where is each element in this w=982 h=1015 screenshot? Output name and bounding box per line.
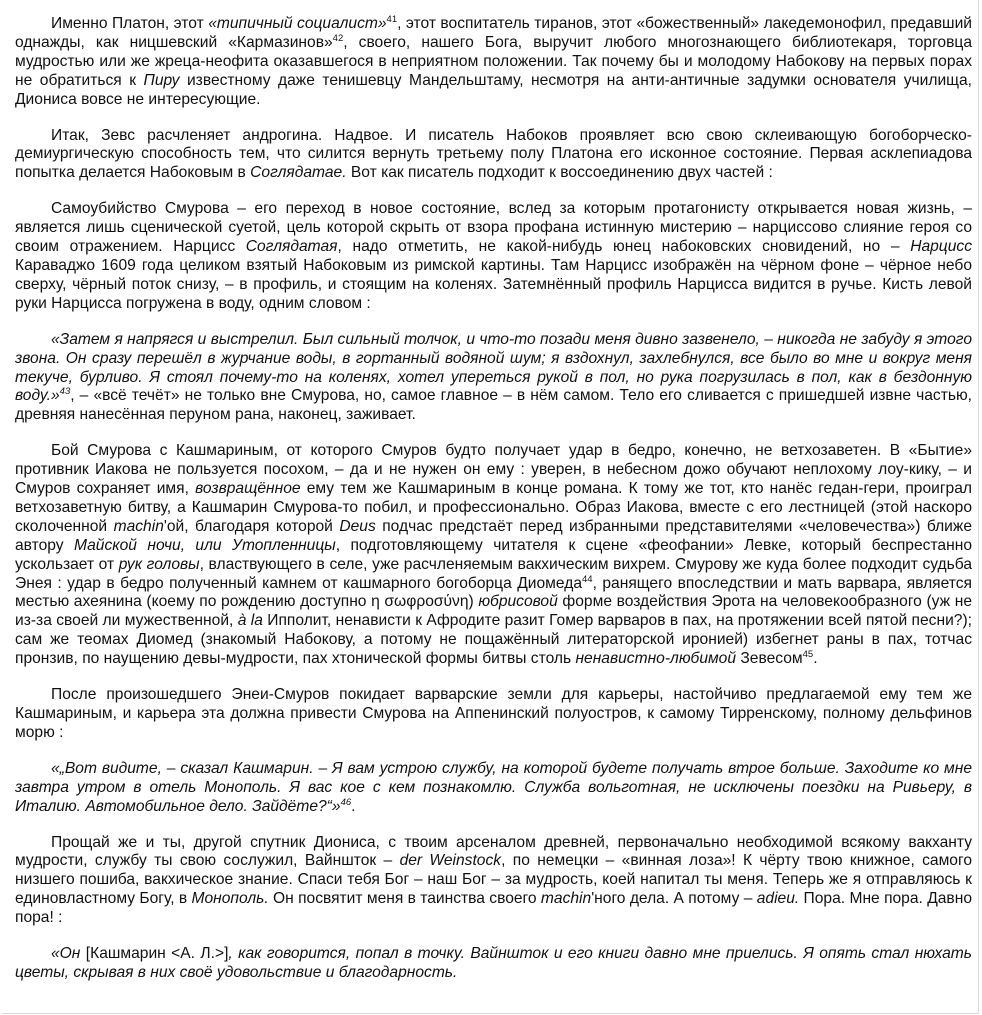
italic-text: Соглядатае. <box>250 164 347 182</box>
text-run: , властвующего в селе, уже расчленяемым вакхическим вихрем. Смурову же куда более подходит судьба Энея : удар в бедро полученный камнем от кашмарного богоборца Диомеда <box>15 555 972 592</box>
text-run: «Он <box>51 945 86 963</box>
text-run: «Затем я напрягся и выстрелил. Был сильный толчок, и что-то позади меня дивно зазвенело, – никогда не забуду я этого звона. Он сразу перешёл в журчание воды, в гортанный водяной шум; я вздохнул, захлебнулся, все было во мне и вокруг меня текуче, бурливо. Я стоял почему-то на коленях, хотел упереться рукой в пол, но рука погрузилась в пол, как в бездонную воду.» <box>15 330 972 405</box>
italic-text: ненавистно-любимой <box>575 650 737 668</box>
text-run: Прощай же и ты, другой спутник Диониса, с твоим арсеналом древней, первоначально необходимой всякому вакханту мудрости, службу ты свою сослужил, Вайншток – <box>15 833 972 870</box>
footnote-reference[interactable]: 46 <box>340 796 352 808</box>
text-run: , как говорится, попал в точку. Вайншток и его книги давно мне приелись. Я опять стал нюхать цветы, скрывая в них своё удовольствие и благодарность. <box>15 945 972 981</box>
text-run: подчас предстаёт перед избранными представителями «человечества») ближе автору <box>15 517 972 554</box>
text-run: , своего, нашего Бога, выручит любого многознающего библиотекаря, торговца мудростью или же жреца-неофита оказавшегося в неприятном положении. Так почему бы и молодому Набокову на первых порах не обратиться к <box>15 33 972 89</box>
text-run: [Кашмарин <А. Л.>] <box>85 945 229 963</box>
text-run: «„Вот видите, – сказал Кашмарин. – Я вам устрою службу, на которой будете получать втрое больше. Заходите ко мне завтра утром в отель Монополь. Я вас кое с кем познакомлю. Служба вольготная, не исключены поездки на Ривьеру, в Италию. Автомобильное дело. Зайдёте?“» <box>15 759 972 815</box>
footnote-reference[interactable]: 45 <box>802 649 814 660</box>
text-run: , – «всё течёт» не только вне Смурова, но, самое главное – в нём самом. Тело его сливается с пришедшей извне частью, древняя нанесённая перуном рана, наконец, заживает. <box>15 387 972 424</box>
italic-text: à la <box>237 612 263 630</box>
footnote-reference[interactable]: 44 <box>582 573 593 585</box>
italic-text: Соглядатая <box>245 238 338 256</box>
italic-text: Майской ночи, или Утопленницы <box>73 536 336 554</box>
italic-text: machin <box>540 890 592 908</box>
italic-text: Нарцисс <box>910 238 972 256</box>
text-run: Бой Смурова с Кашмариным, от которого Смуров будто получает удар в бедро, конечно, не ветхозаветен. В «Бытие» противник Иакова не пользуется посохом, – да и не нужен он ему : уверен, в небесном дожо обучают неплохому лоу-кику, – и Смуров сохраняет имя, <box>15 442 972 498</box>
text-run: Именно Платон, этот <box>51 15 209 32</box>
text-run: , по немецки – «винная лоза»! К чёрту твою книжное, самого низшего пошиба, вакхическое знание. Спаси тебя Бог – наш Бог – за мудрость, коей напитал ты меня. Теперь же я отправляюсь к единовластному Богу, в <box>15 852 972 908</box>
text-run: , подготовляющему читателя к сцене «феофании» Левке, который беспрестанно ускользает от <box>15 536 972 573</box>
body-paragraph <box>15 834 972 929</box>
quotation-paragraph <box>15 760 972 817</box>
footnote-reference[interactable]: 43 <box>59 386 71 398</box>
page-frame <box>2 0 979 1014</box>
text-run: Самоубийство Смурова – его переход в новое состояние, вслед за которым протагонисту открывается новая жизнь, – является лишь сценической суетой, цель которой скрыть от взора профана истинную мистерию – нарциссово слияние героя со своим отражением. Нарцисс <box>15 200 972 256</box>
italic-text: Монополь. <box>191 890 269 908</box>
quotation-paragraph <box>15 945 972 983</box>
text-run: Пора. Мне пора. Давно пора! : <box>15 890 972 927</box>
text-run: После произошедшего Энеи-Смуров покидает варварские земли для карьеры, настойчиво предлагаемой ему тем же Кашмариным, и карьера эта должна привести Смурова на Аппенинский полуостров, к самому Тирренскому, полному дельфинов морю : <box>15 686 972 741</box>
body-paragraph <box>15 15 972 110</box>
text-run: Ипполит, ненависти к Афродите разит Гомер варваров в пах, на протяжении всей пятой песни?); сам же теомах Диомед (знакомый Набокову, а потому не пощажённый литераторской иронией) избегнет раны в пах, тотчас пронзив, по наущению девы-мудрости, пах хтонической формы битвы столь <box>15 612 972 668</box>
italic-text: Deus <box>339 517 376 535</box>
text-run: , надо отметить, не какой-нибудь юнец набоковских сновидений, но – <box>337 238 911 256</box>
text-run: Вот как писатель подходит к воссоединению двух частей : <box>346 164 773 182</box>
body-paragraph <box>15 686 972 743</box>
italic-text: Пиру <box>143 71 180 89</box>
text-run: ему тем же Кашмариным в конце романа. К тому же тот, кто нанёс гедан-гери, проиграл ветхозаветную битву, а Кашмарин Смурова-то побил, и профессионально. Образ Иакова, вместе с его лестницей (этой наскоро сколоченной <box>15 480 972 535</box>
body-paragraph <box>15 200 972 313</box>
article-body <box>15 15 972 1000</box>
italic-text: рук головы <box>118 555 200 573</box>
text-run: 'ой, благодаря которой <box>163 517 340 535</box>
text-run: . <box>351 797 356 815</box>
text-run: . <box>813 650 818 668</box>
text-run: Он посвятит меня в таинства своего <box>268 890 541 908</box>
italic-text: machin <box>113 517 164 535</box>
text-run: Караваджо 1609 года целиком взятый Набоковым из римской картины. Там Нарцисс изображён на чёрном фоне – чёрное небо сверху, чёрный поток снизу, – в профиль, и стоящим на коленях. Затемнённый профиль Нарцисса видится в ручье. Кисть левой руки Нарцисса погружена в воду, одним словом : <box>15 256 972 312</box>
italic-text: юбрисовой <box>478 593 558 611</box>
italic-text: der Weinstock <box>399 852 502 870</box>
italic-text: «типичный социалист» <box>208 15 387 32</box>
body-paragraph <box>15 127 972 184</box>
quotation-paragraph <box>15 331 972 426</box>
footnote-reference[interactable]: 41 <box>386 13 398 25</box>
text-run: , этот воспитатель тиранов, этот «божественный» лакедемонофил, предавший однажды, как ницшевский «Кармазинов» <box>15 15 972 51</box>
footnote-reference[interactable]: 42 <box>332 32 344 44</box>
text-run: 'ного дела. А потому – <box>591 890 757 908</box>
text-run: Зевесом <box>736 650 803 668</box>
text-run: известному даже тенишевцу Мандельштаму, несмотря на анти-античные задумки основателя училища, Диониса вовсе не интересующие. <box>15 71 972 108</box>
italic-text: adieu. <box>756 890 800 908</box>
body-paragraph <box>15 442 972 669</box>
italic-text: возвращённое <box>195 480 301 498</box>
text-run: форме воздействия Эрота на человекообразного (уж не из-за своей ли мужественной, <box>15 593 972 630</box>
text-run: , ранящего впоследствии и мать варвара, является местью ахеянина (коему по рождению доступно η σωφροσύνη) <box>15 574 972 611</box>
text-run: Итак, Зевс расчленяет андрогина. Надвое. И писатель Набоков проявляет всю свою склеивающую богоборческо-демиургическую способность тем, что силится вернуть третьему полу Платона его исконное состояние. Первая асклепиадова попытка делается Набоковым в <box>15 126 972 182</box>
